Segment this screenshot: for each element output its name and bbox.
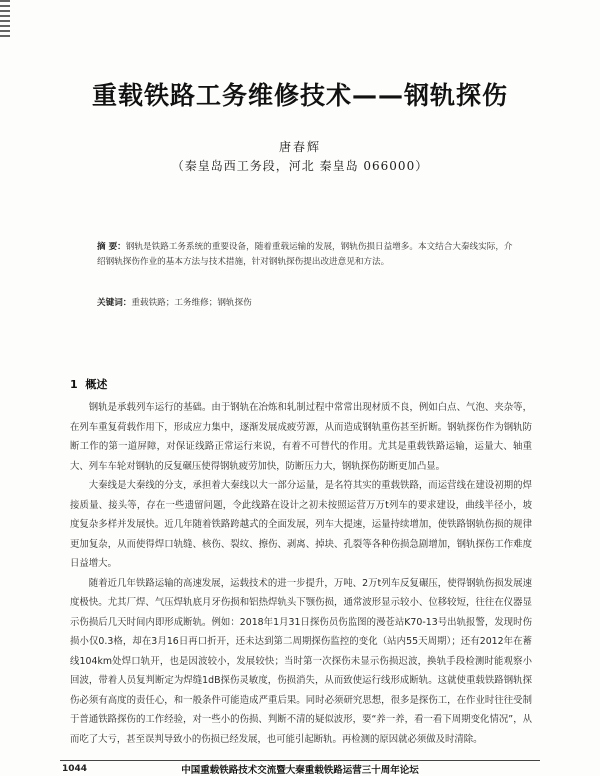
author-affiliation: （秦皇岛西工务段，河北 秦皇岛 066000） <box>171 159 429 173</box>
keywords <box>97 296 517 308</box>
abstract <box>97 240 517 270</box>
paragraph: 大秦线是大秦线的分支，承担着大秦线以大一部分运量，是名符其实的重载铁路，而运营线在建设初期的焊接质量、接头等，存在一些遗留问题，令此线路在设计之初未按照运营万万t列车的要求建设，曲线半径小，坡度复杂多样并发展快。近几年随着铁路跨越式的全面发展，列车大提速，运量持续增加，使铁路钢轨伤损的规律更加复杂，从而使得焊口轨缝、核伤、裂纹、擦伤、剥离、掉块、孔裂等各种伤损急剧增加，钢轨探伤工作难度日益增大。 <box>70 480 532 569</box>
keywords-label: 关键词： <box>97 298 132 308</box>
abstract-text: 钢轨是铁路工务系统的重要设备，随着重载运输的发展，钢轨伤损日益增多。本文结合大秦线实际，介绍钢轨探伤作业的基本方法与技术措施，针对钢轨探伤提出改进意见和方法。 <box>97 242 513 267</box>
abstract-label: 摘 要： <box>97 242 126 252</box>
footer-text: 中国重载铁路技术交流暨大秦重载铁路运营三十周年论坛 <box>181 765 419 776</box>
paragraph: 随着近几年铁路运输的高速发展，运载技术的进一步提升，万吨、2万t列车反复碾压，使得钢轨伤损发展速度极快。尤其厂焊、气压焊轨底月牙伤损和铝热焊轨头下颚伤损，通常波形显示较小、位移较短，往往在仪器显示伤损后几天时间内即形成断轨。例如：2018年1月31日探伤员伤监图的漫苍站K70-13号出轨报警，发现时伤损小仅0.3格，却在3月16日再口折开，还未达到第二周期探伤监控的变化（站内55天周期）；还有2012年在蓄线104km处焊口轨开，也是因波较小，发展较快；当时第一次探伤未显示伤损迟波，换轨手段检测时能观察小回波，带着人员复判断定为焊缝1dB探伤灵敏度，伤损消失，从而致使运行线形成断轨。这就使重载铁路钢轨探伤必须有高度的责任心，和一般条件可能造成严重后果。同时必须研究思想，很多是探伤工，在作业时往往受制于普通铁路探伤的工作经验，对一些小的伤损、判断不清的疑似波形，要“养一养，看一看下周期变化情况”，从而吃了大亏，甚至误判导致小的伤损已经发展，也可能引起断轨。再检测的原因就必须做及时清除。 <box>70 577 532 745</box>
page-number: 1044 <box>62 764 88 774</box>
section-number: 1 <box>70 378 78 391</box>
paper-title: 重载铁路工务维修技术——钢轨探伤 <box>91 81 508 110</box>
scan-edge-mark <box>0 0 10 40</box>
footer-rule <box>60 760 540 761</box>
section-heading <box>70 376 107 392</box>
paragraph: 钢轨是承载列车运行的基础。由于钢轨在冶炼和轧制过程中常常出现材质不良，例如白点、气泡、夹杂等，在列车重复荷载作用下，形成应力集中，逐渐发展成疲劳源，从而造成钢轨重伤甚至折断。钢轨探伤作为钢轨防断工作的第一道屏障，对保证线路正常运行来说，有着不可替代的作用。尤其是重载铁路运输，运量大、轴重大、列车车轮对钢轨的反复碾压使得钢轨疲劳加快，防断压力大，钢轨探伤防断更加凸显。 <box>70 402 532 472</box>
section-body <box>70 398 532 749</box>
keywords-text: 重载铁路；工务维修；钢轨探伤 <box>131 298 252 308</box>
section-title: 概述 <box>85 378 108 391</box>
author-name: 唐春辉 <box>278 140 321 154</box>
